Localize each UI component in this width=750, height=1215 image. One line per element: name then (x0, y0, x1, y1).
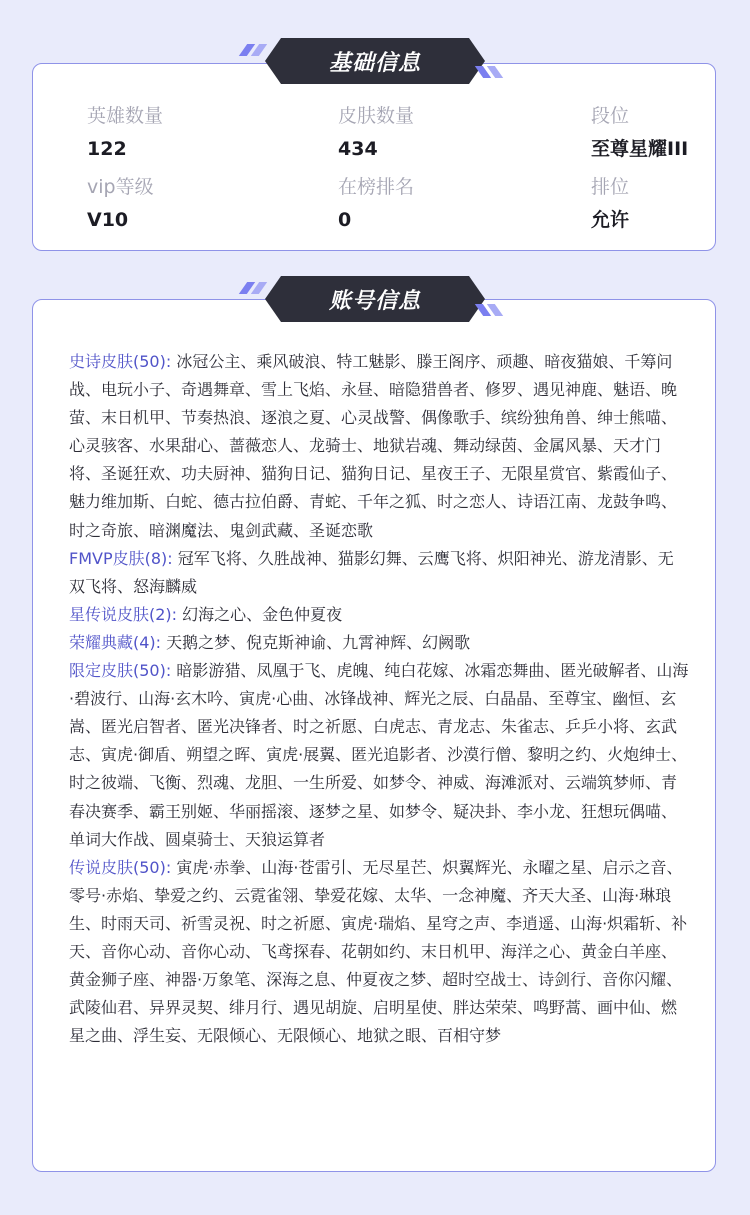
rank-value: 至尊星耀III (591, 138, 689, 160)
skin-category-legend (69, 854, 689, 1051)
category-items: 幻海之心、金色仲夏夜 (182, 604, 343, 624)
category-label: 星传说皮肤(2): (69, 604, 178, 624)
ranking-label: 排位 (591, 176, 630, 198)
skin-category-limited (69, 657, 689, 854)
ranking-value: 允许 (591, 209, 630, 231)
skin-category-glory (69, 629, 689, 657)
skin-category-fmvp (69, 545, 689, 601)
category-label: FMVP皮肤(8): (69, 548, 173, 568)
header-deco-right-icon (479, 66, 507, 78)
category-items: 冠军飞将、久胜战神、猫影幻舞、云鹰飞将、炽阳神光、游龙清影、无双飞将、怒海麟威 (69, 548, 674, 596)
skin-category-epic (69, 348, 689, 545)
vip-label: vip等级 (87, 176, 154, 198)
vip-cell (87, 175, 317, 233)
hero-count-label: 英雄数量 (87, 105, 164, 127)
basic-info-header (245, 38, 505, 84)
skin-category-star-legend (69, 601, 689, 629)
ranking-cell (591, 175, 721, 233)
skin-count-cell (338, 104, 568, 162)
account-info-header (245, 276, 505, 322)
leaderboard-cell (338, 175, 568, 233)
rank-cell (591, 104, 721, 162)
basic-info-title: 基础信息 (328, 50, 421, 76)
hero-count-value: 122 (87, 138, 127, 160)
category-items: 寅虎·赤拳、山海·苍雷引、无尽星芒、炽翼辉光、永曜之星、启示之音、零号·赤焰、挚爱之约、云霓雀翎、挚爱花嫁、太华、一念神魔、齐天大圣、山海·琳琅生、时雨天司、祈雪灵祝、时之祈愿、寅虎·瑞焰、星穹之声、李逍遥、山海·炽霜斩、补天、音你心动、音你心动、飞鸢探春、花朝如约、末日机甲、海洋之心、黄金白羊座、黄金狮子座、神器·万象笔、深海之息、仲夏夜之梦、超时空战士、诗剑行、音你闪耀、武陵仙君、异界灵契、绯月行、遇见胡旋、启明星使、胖达荣荣、鸣野蒿、画中仙、燃星之曲、浮生妄、无限倾心、无限倾心、地狱之眼、百相守梦 (69, 857, 688, 1046)
category-items: 暗影游猎、凤凰于飞、虎魄、纯白花嫁、冰霜恋舞曲、匿光破解者、山海·碧波行、山海·玄木吟、寅虎·心曲、冰锋战神、辉光之辰、白晶晶、至尊宝、幽恒、玄嵩、匿光启智者、匿光决锋者、时之祈愿、白虎志、青龙志、朱雀志、乒乒小将、玄武志、寅虎·御盾、朔望之晖、寅虎·展翼、匿光追影者、沙漠行僧、黎明之约、火炮绅士、时之彼端、飞衡、烈魂、龙胆、一生所爱、如梦令、神威、海滩派对、云端筑梦师、青春决赛季、霸王别姬、华丽摇滚、逐梦之星、如梦令、疑决卦、李小龙、狂想玩偶喵、单词大作战、圆桌骑士、天狼运算者 (69, 661, 689, 849)
skin-count-value: 434 (338, 138, 378, 160)
leaderboard-label: 在榜排名 (338, 176, 415, 198)
category-items: 天鹅之梦、倪克斯神谕、九霄神辉、幻阙歌 (166, 632, 471, 652)
category-items: 冰冠公主、乘风破浪、特工魅影、滕王阁序、顽趣、暗夜猫娘、千筹问战、电玩小子、奇遇舞章、雪上飞焰、永昼、暗隐猎兽者、修罗、遇见神鹿、魅语、晚萤、末日机甲、节奏热浪、逐浪之夏、心灵战警、偶像歌手、缤纷独角兽、绅士熊喵、心灵骇客、水果甜心、蔷薇恋人、龙骑士、地狱岩魂、舞动绿茵、金属风暴、天才门将、圣诞狂欢、功夫厨神、猫狗日记、猫狗日记、星夜王子、无限星赏官、紫霞仙子、魅力维加斯、白蛇、德古拉伯爵、青蛇、千年之狐、时之恋人、诗语江南、龙鼓争鸣、时之奇旅、暗渊魔法、鬼剑武藏、圣诞恋歌 (69, 352, 678, 540)
category-label: 限定皮肤(50): (69, 661, 172, 681)
account-info-card (32, 299, 716, 1172)
account-info-title: 账号信息 (328, 288, 421, 314)
category-label: 荣耀典藏(4): (69, 632, 162, 652)
vip-value: V10 (87, 209, 129, 231)
hero-count-cell (87, 104, 317, 162)
header-deco-left-icon (243, 282, 271, 294)
header-deco-left-icon (243, 44, 271, 56)
category-label: 传说皮肤(50): (69, 857, 172, 877)
rank-label: 段位 (591, 105, 630, 127)
header-deco-right-icon (479, 304, 507, 316)
skin-count-label: 皮肤数量 (338, 105, 415, 127)
basic-info-card (32, 63, 716, 251)
skin-list (69, 348, 689, 1050)
category-label: 史诗皮肤(50): (69, 352, 172, 371)
leaderboard-value: 0 (338, 209, 352, 231)
